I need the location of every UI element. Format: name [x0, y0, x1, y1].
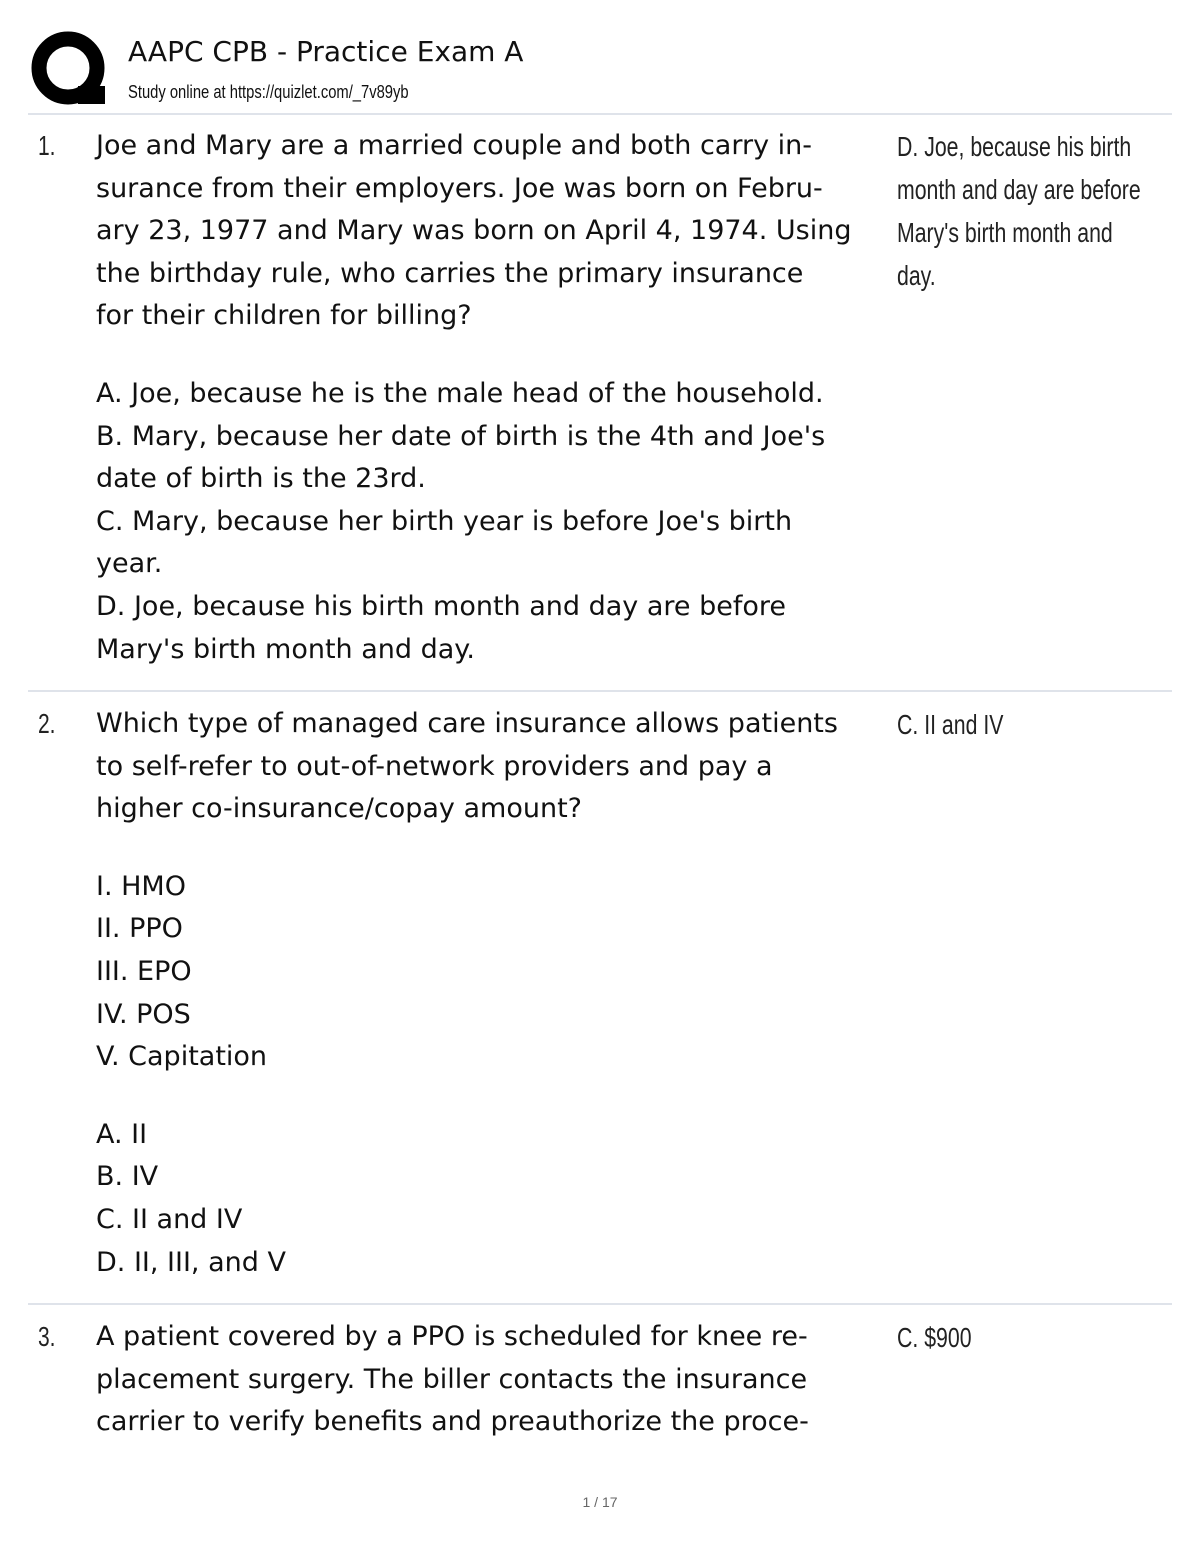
roman-line: I. HMO	[96, 870, 186, 902]
divider	[28, 113, 1172, 115]
answer-line: month and day are before	[897, 174, 1141, 205]
question-text	[96, 703, 896, 1284]
roman-line: II. PPO	[96, 913, 183, 945]
answer-text	[897, 125, 1148, 297]
spacer	[96, 1079, 896, 1114]
roman-line: III. EPO	[96, 955, 192, 987]
answer-line: day.	[897, 260, 936, 291]
spacer	[96, 338, 896, 373]
option-line: B. Mary, because her date of birth is the 4th and Joe's	[96, 420, 826, 452]
divider	[28, 1303, 1172, 1305]
stem-line: to self-refer to out-of-network providers and pay a	[96, 750, 773, 782]
option-line: date of birth is the 23rd.	[96, 463, 426, 495]
answer-line: C. II and IV	[897, 709, 1004, 740]
quizlet-logo-icon	[30, 30, 110, 110]
spacer	[96, 831, 896, 866]
option-line: C. Mary, because her birth year is before Joe's birth	[96, 505, 793, 537]
option-line: D. Joe, because his birth month and day are before	[96, 590, 786, 622]
roman-line: V. Capitation	[96, 1041, 268, 1073]
roman-line: IV. POS	[96, 998, 191, 1030]
answer-line: C. $900	[897, 1322, 972, 1353]
question-text	[96, 1316, 896, 1444]
question-number: 2.	[38, 708, 56, 739]
page-number: 1 / 17	[582, 1494, 618, 1510]
stem-line: for their children for billing?	[96, 300, 472, 332]
option-line: Mary's birth month and day.	[96, 633, 476, 665]
answer-line: Mary's birth month and	[897, 217, 1113, 248]
stem-line: ary 23, 1977 and Mary was born on April 4, 1974. Using	[96, 215, 852, 247]
stem-line: A patient covered by a PPO is scheduled for knee re-	[96, 1321, 808, 1352]
stem-line: the birthday rule, who carries the primary insurance	[96, 257, 804, 289]
study-online-link[interactable]: Study online at https://quizlet.com/_7v89yb	[128, 82, 409, 102]
stem-line: Which type of managed care insurance allows patients	[96, 708, 838, 739]
page-title: AAPC CPB - Practice Exam A	[128, 35, 524, 68]
stem-line: carrier to verify benefits and preauthorize the proce-	[96, 1406, 809, 1438]
option-line: A. Joe, because he is the male head of the household.	[96, 377, 824, 409]
divider	[28, 690, 1172, 692]
answer-text	[897, 1316, 1148, 1359]
question-text	[96, 125, 896, 671]
stem-line: Joe and Mary are a married couple and both carry in-	[96, 130, 813, 161]
option-line: B. IV	[96, 1161, 159, 1193]
stem-line: higher co-insurance/copay amount?	[96, 793, 582, 825]
stem-line: surance from their employers. Joe was born on Febru-	[96, 172, 823, 204]
option-line: D. II, III, and V	[96, 1246, 286, 1278]
question-number: 3.	[38, 1321, 56, 1352]
stem-line: placement surgery. The biller contacts the insurance	[96, 1363, 808, 1395]
answer-text	[897, 703, 1148, 746]
question-number: 1.	[38, 130, 56, 161]
option-line: A. II	[96, 1118, 148, 1150]
option-line: year.	[96, 548, 163, 580]
answer-line: D. Joe, because his birth	[897, 131, 1132, 162]
option-line: C. II and IV	[96, 1203, 243, 1235]
